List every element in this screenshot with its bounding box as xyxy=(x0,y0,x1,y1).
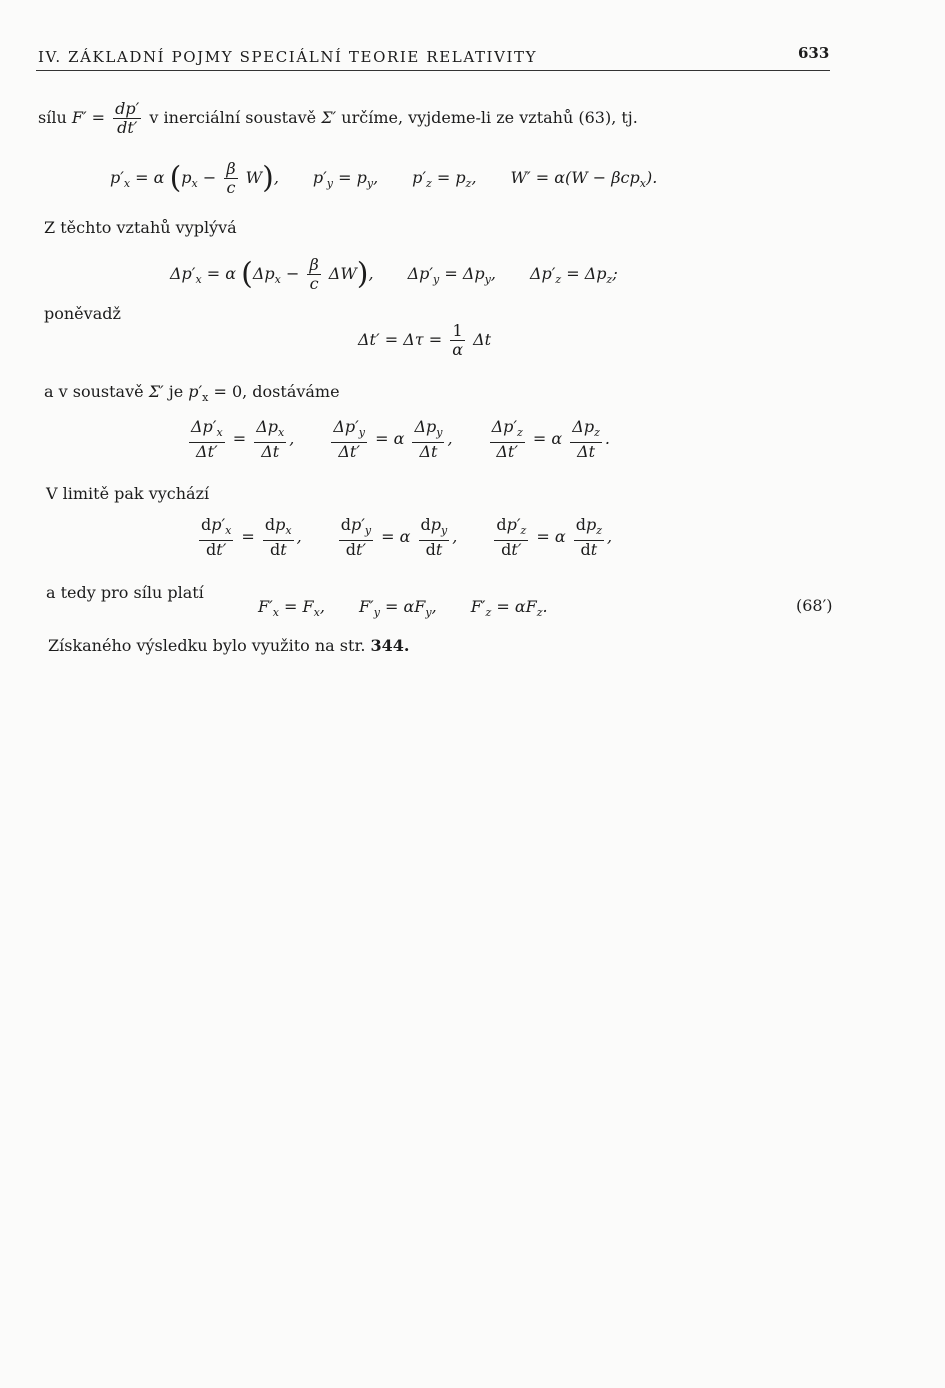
page-number: 633 xyxy=(798,44,830,62)
closing-sentence: Získaného výsledku bylo využito na str. 344. xyxy=(48,636,410,655)
paragraph-text: a tedy pro sílu platí xyxy=(46,583,204,602)
paragraph-text: V limitě pak vychází xyxy=(46,484,210,503)
paragraph-text: Z těchto vztahů vyplývá xyxy=(44,218,237,237)
equation-time: Δt′ = Δτ = $\frac{1}{\alpha}$ Δt xyxy=(358,321,492,359)
equation-number: (68′) xyxy=(796,596,833,615)
equation-momentum-transform: $p'_x = \alpha$ ($p_x$ − $\frac{\beta}{c}$ W), $p'_y = p_y$, $p'_z = p_z$, W′ = α(W − βcp$_x$). xyxy=(110,159,658,197)
equation-force-transform: $F'_x = F_x$, $F'_y = \alpha F_y$, $F'_z = \alpha F_z$. xyxy=(258,597,548,620)
paragraph-text: a v soustavě Σ′ je $p'_x = 0$, dostáváme xyxy=(44,382,340,405)
equation-ratios: $\frac{\Delta p'_x}{\Delta t'}$ = $\frac{\Delta p_x}{\Delta t}$ , $\frac{\Delta p'_y}{\Delta t'}$ = α $\frac{\Delta p_y}{\Delta t}$ , $\frac{\Delta p'_z}{\Delta t'}$ = α $\frac{\Delta p_z}{\Delta t}$ . xyxy=(191,417,610,462)
running-header: IV. ZÁKLADNÍ POJMY SPECIÁLNÍ TEORIE RELATIVITY xyxy=(38,48,538,66)
paragraph-text: poněvadž xyxy=(44,304,121,323)
equation-differences: $\Delta p'_x = \alpha$ ($\Delta p_x$ − $\frac{\beta}{c}$ ΔW), $\Delta p'_y = \Delta p_y$, $\Delta p'_z = \Delta p_z$; xyxy=(170,255,618,293)
intro-line: sílu F′ = $\frac{dp'}{dt'}$ v inerciální soustavě Σ′ určíme, vyjdeme-li ze vztahů (63), tj. xyxy=(38,99,638,137)
fraction-dp-dt: $\frac{dp'}{dt'}$ xyxy=(115,99,140,137)
equation-derivatives: $\frac{dp'_x}{dt'}$ = $\frac{dp_x}{dt}$ , $\frac{dp'_y}{dt'}$ = α $\frac{dp_y}{dt}$ , $\frac{dp'_z}{dt'}$ = α $\frac{dp_z}{dt}$ , xyxy=(201,515,613,560)
header-rule xyxy=(36,70,830,71)
